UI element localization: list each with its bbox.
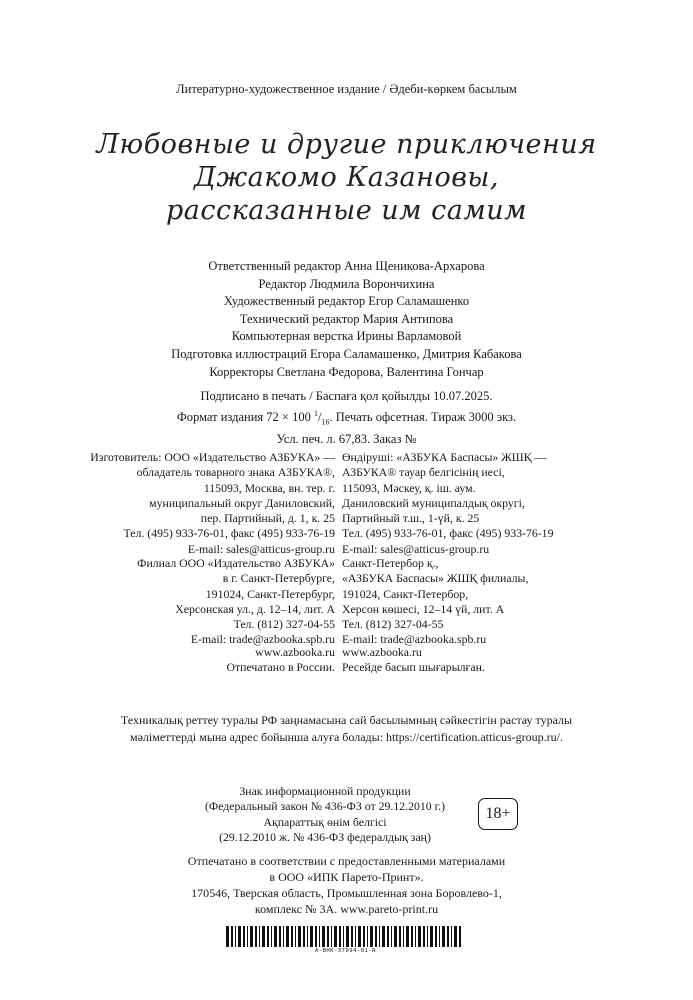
barcode-bar — [423, 926, 425, 947]
text-line: Тел. (812) 327-04-55 — [233, 617, 335, 632]
tech-regulation — [0, 712, 693, 745]
text-line: Тел. (812) 327-04-55 — [342, 617, 444, 632]
text-line: Өндіруші: «АЗБУКА Баспасы» ЖШҚ — — [342, 450, 547, 464]
manufacturer-kz — [342, 450, 553, 557]
barcode-bar — [271, 926, 272, 947]
edition-type: Литературно-художественное издание / Әдеби-көркем басылым — [176, 82, 517, 96]
barcode-bar — [403, 926, 404, 947]
branch-ru — [137, 556, 335, 648]
text-line: 115093, Мәскеу, қ. іш. аум. — [342, 480, 476, 495]
barcode-bar — [250, 926, 253, 947]
barcode-bar — [307, 926, 308, 947]
barcode-bar — [442, 926, 445, 947]
barcode-code: A-BHK-37094-01-R — [315, 948, 376, 954]
text-line: 191024, Санкт-Петербор, — [342, 586, 469, 601]
barcode-bar — [394, 926, 397, 947]
barcode-bar — [279, 926, 281, 947]
barcode-bar — [319, 926, 320, 947]
credit-line: Компьютерная верстка Ирины Варламовой — [231, 329, 462, 344]
barcode-bar — [411, 926, 413, 947]
text-line: Тел. (495) 933-76-01, факс (495) 933-76-19 — [123, 526, 335, 541]
text-line: 191024, Санкт-Петербург, — [205, 586, 335, 601]
barcode-bar — [447, 926, 449, 947]
text-line: Партийный т.ш., 1-үй, к. 25 — [342, 511, 480, 526]
barcode-bar — [363, 926, 365, 947]
footer-kz — [342, 645, 485, 676]
text-line: Тел. (495) 933-76-01, факс (495) 933-76-19 — [342, 526, 554, 541]
barcode-bar — [351, 926, 353, 947]
barcode-bar — [262, 926, 265, 947]
format-line: Формат издания 72 × 100 $^1/_{16}$. Печать офсетная. Тираж 3000 экз. — [176, 409, 517, 427]
barcode-bar — [430, 926, 433, 947]
credit-line: Корректоры Светлана Федорова, Валентина Гончар — [209, 364, 484, 379]
barcode-bar — [322, 926, 325, 947]
barcode-bar — [355, 926, 356, 947]
text-line: Филиал ООО «Издательство АЗБУКА» — [137, 556, 335, 570]
barcode-bar — [418, 926, 421, 947]
text-line: в г. Санкт-Петербурге, — [222, 571, 335, 586]
barcode-bar — [238, 926, 241, 947]
barcode-bar — [370, 926, 373, 947]
barcode-bar — [454, 926, 457, 947]
text-line: Херсон көшесі, 12–14 үй, лит. А — [342, 601, 505, 616]
text-line: Ресейде басып шығарылған. — [342, 660, 485, 675]
age-rating-badge: 18+ — [478, 798, 518, 830]
barcode-bar — [439, 926, 440, 947]
signed-date: Подписано в печать / Баспаға қол қойылды 10.07.2025. — [200, 389, 493, 403]
barcode-bar — [331, 926, 332, 947]
text-line: комплекс № 3А. www.pareto-print.ru — [254, 902, 439, 916]
text-line: (Федеральный закон № 436-ФЗ от 29.12.2010 г.) — [204, 799, 446, 814]
barcode-bar — [231, 926, 233, 947]
barcode-bar — [247, 926, 248, 947]
text-line: Санкт-Петербор қ., — [342, 556, 439, 570]
book-title — [0, 128, 693, 227]
barcode-bar — [399, 926, 401, 947]
website-link: www.azbooka.ru — [255, 645, 335, 659]
credit-line: Технический редактор Мария Антипова — [239, 311, 454, 326]
credit-line: Подготовка иллюстраций Егора Саламашенко, Дмитрия Кабакова — [171, 346, 522, 361]
barcode-bar — [283, 926, 284, 947]
text-line: Ақпараттық өнім белгісі — [263, 814, 387, 829]
text-line: 115093, Москва, вн. тер. г. — [203, 480, 335, 495]
barcode-bar — [259, 926, 260, 947]
text-line: E-mail: sales@atticus-group.ru — [187, 541, 335, 556]
barcode-bar — [274, 926, 277, 947]
barcode-bar — [255, 926, 257, 947]
title-line-2: Джакомо Казановы, — [194, 162, 499, 193]
barcode-bar — [243, 926, 245, 947]
printer-info — [0, 853, 693, 917]
barcode-bar — [406, 926, 409, 947]
format-frac-den: 16 — [321, 417, 330, 427]
text-line: мәліметтерді мына адрес бойынша алуға болады: https://certification.atticus-group.ru/. — [129, 729, 563, 744]
barcode-bar — [291, 926, 293, 947]
barcode-bar — [382, 926, 385, 947]
barcode-bar — [391, 926, 392, 947]
credit-line: Художественный редактор Егор Саламашенко — [223, 294, 470, 309]
barcode-bar — [387, 926, 389, 947]
text-line: Изготовитель: ООО «Издательство АЗБУКА» — — [90, 450, 335, 464]
text-line: пер. Партийный, д. 1, к. 25 — [200, 511, 335, 526]
barcode-bar — [379, 926, 380, 947]
text-line: 170546, Тверская область, Промышленная зона Боровлево-1, — [191, 886, 502, 900]
text-line: E-mail: trade@azbooka.spb.ru — [190, 632, 335, 647]
barcode-bar — [334, 926, 337, 947]
text-line: «АЗБУКА Баспасы» ЖШҚ филиалы, — [342, 571, 529, 586]
footer-ru — [226, 645, 335, 676]
credit-line: Ответственный редактор Анна Щеникова-Архарова — [208, 259, 485, 273]
barcode-bar — [435, 926, 437, 947]
title-line-3: рассказанные им самим — [165, 195, 528, 226]
barcode-bar — [346, 926, 349, 947]
barcode-bar — [295, 926, 296, 947]
barcode-bar — [327, 926, 329, 947]
barcode-bar — [459, 926, 461, 947]
barcode-bar — [375, 926, 377, 947]
barcode-bar — [226, 926, 229, 947]
text-line: (29.12.2010 ж. № 436-ФЗ федералдық заң) — [219, 829, 431, 844]
barcode-bar — [451, 926, 452, 947]
text-line: в ООО «ИПК Парето-Принт». — [269, 870, 424, 884]
barcode-bar — [303, 926, 305, 947]
sheets-order: Усл. печ. л. 67,83. Заказ № — [276, 432, 417, 447]
text-line: Отпечатано в соответствии с предоставленными материалами — [187, 854, 506, 868]
info-sign — [150, 784, 500, 845]
barcode-bar — [339, 926, 341, 947]
manufacturer-ru — [90, 450, 335, 557]
text-line: E-mail: sales@atticus-group.ru — [342, 541, 490, 556]
barcode-bar — [235, 926, 236, 947]
barcode-bar — [343, 926, 344, 947]
format-frac-num: 1 — [313, 409, 318, 419]
barcode-bar — [298, 926, 301, 947]
barcode-bar — [415, 926, 416, 947]
barcode — [226, 926, 465, 947]
text-line: АЗБУКА® тауар белгісінің иесі, — [342, 465, 505, 480]
text-line: Техникалық реттеу туралы РФ заңнамасына сай басылымның сәйкестігін растау туралы — [120, 713, 573, 727]
barcode-bar — [310, 926, 313, 947]
barcode-bar — [367, 926, 368, 947]
text-line: Отпечатано в России. — [226, 660, 335, 675]
credits-block — [0, 258, 693, 381]
credit-line: Редактор Людмила Ворончихина — [258, 276, 435, 291]
title-line-1: Любовные и другие приключения — [96, 129, 597, 160]
text-line: Знак информационной продукции — [239, 784, 411, 798]
text-line: Даниловский муниципалдық округі, — [342, 495, 525, 510]
text-line: обладатель товарного знака АЗБУКА®, — [136, 465, 335, 480]
barcode-bar — [358, 926, 361, 947]
branch-kz — [342, 556, 528, 648]
barcode-bar — [267, 926, 269, 947]
barcode-bar — [315, 926, 317, 947]
barcode-bar — [286, 926, 289, 947]
print-info — [0, 388, 693, 449]
website-link: www.azbooka.ru — [342, 645, 422, 659]
barcode-bar — [427, 926, 428, 947]
text-line: Херсонская ул., д. 12–14, лит. А — [175, 601, 335, 616]
text-line: муниципальный округ Даниловский, — [149, 495, 335, 510]
text-line: E-mail: trade@azbooka.spb.ru — [342, 632, 487, 647]
